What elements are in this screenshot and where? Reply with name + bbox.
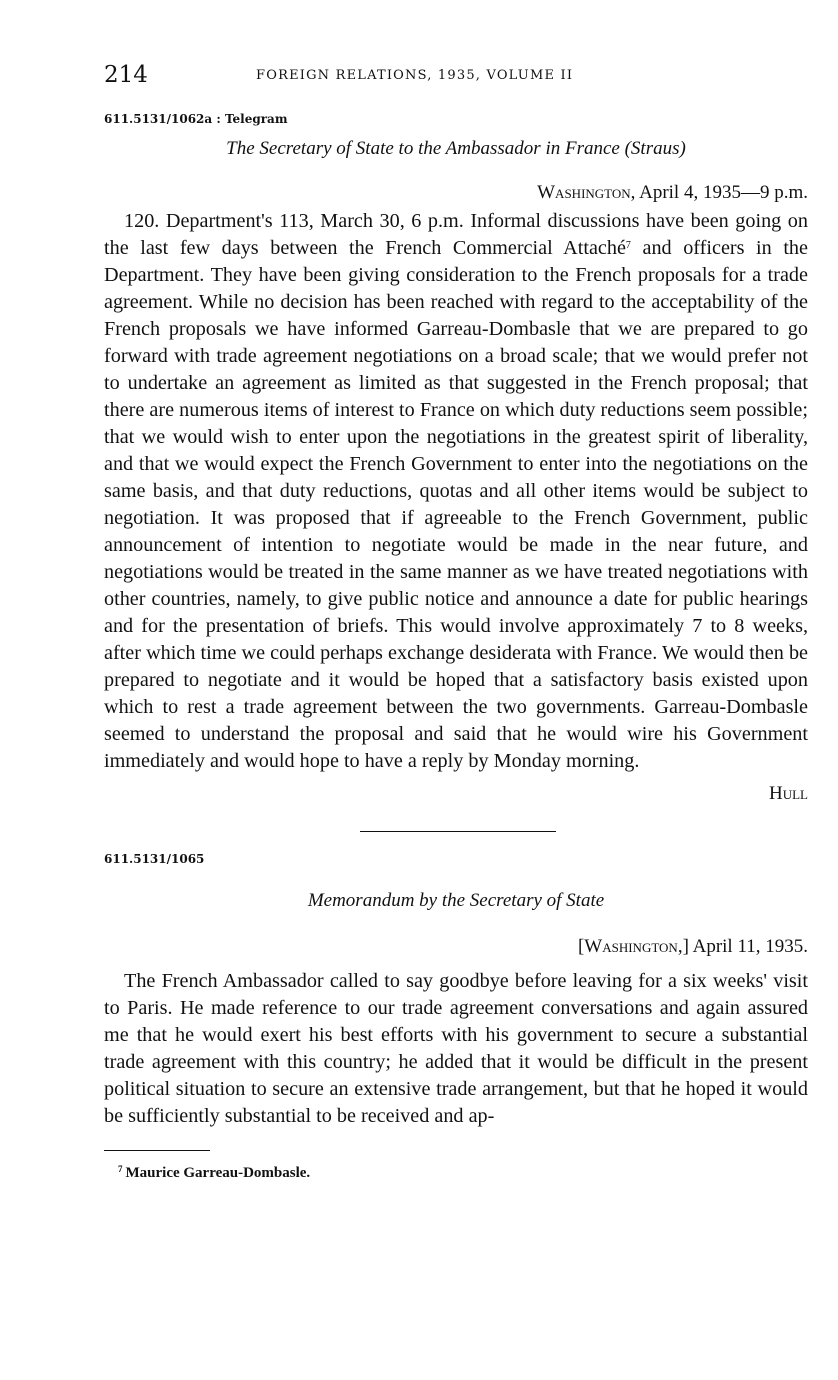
dateline bbox=[104, 936, 808, 962]
document-page bbox=[104, 60, 808, 1182]
dateline-place: Washington bbox=[584, 936, 678, 957]
file-reference: 611.5131/1065 bbox=[104, 852, 205, 866]
document-title: The Secretary of State to the Ambassador in France (Straus) bbox=[226, 138, 686, 159]
document-title: Memorandum by the Secretary of State bbox=[307, 890, 605, 911]
running-head: FOREIGN RELATIONS, 1935, VOLUME II bbox=[256, 68, 574, 83]
footnote-marker: 7 bbox=[118, 1164, 123, 1174]
dateline-date: , April 4, 1935—9 p.m. bbox=[630, 182, 808, 203]
dateline-place: Washington bbox=[537, 182, 631, 203]
section-divider bbox=[360, 831, 556, 832]
dateline-bracket: [ bbox=[577, 936, 585, 957]
signature: Hull bbox=[769, 783, 808, 804]
dateline-date: ,] April 11, 1935. bbox=[677, 936, 808, 957]
telegram-body-part-1: 120. Department's 113, March 30, 6 p.m. Informal discussions have been going on the last few days between the French Commercial Attaché bbox=[104, 210, 808, 259]
footnote bbox=[104, 1165, 808, 1182]
telegram-body bbox=[104, 208, 808, 775]
footnote-reference: 7 bbox=[625, 240, 631, 251]
dateline bbox=[104, 182, 808, 208]
telegram-body-part-2: and officers in the Department. They have been giving consideration to the French proposals for a trade agreement. While no decision has been reached with regard to the acceptability of the French proposals we have informed Garreau-Dombasle that we are prepared to go forward with trade agreement negotiations on a broad scale; that we would prefer not to undertake an agreement as limited as that suggested in the French proposal; that there are numerous items of interest to France on which duty reductions seem possible; that we would wish to enter upon the negotiations in the greatest spirit of liberality, and that we would expect the French Government to enter into the negotiations on the same basis, and that duty reductions, quotas and all other items would be subject to negotiation. It was proposed that if agreeable to the French Government, public announcement of intention to negotiate would be made in the near future, and negotiations would be treated in the same manner as we have treated negotiations with other countries, namely, to give public notice and announce a date for public hearings and for the presentation of briefs. This would involve approximately 7 to 8 weeks, after which time we could perhaps exchange desiderata with France. We would then be prepared to negotiate and it would be hoped that a satisfactory basis existed upon which to rest a trade agreement between the two governments. Garreau-Dombasle seemed to understand the proposal and said that he would wire his Government immediately and would hope to have a reply by Monday morning. bbox=[104, 237, 808, 772]
file-reference: 611.5131/1062a : Telegram bbox=[104, 112, 288, 126]
footnote-rule bbox=[104, 1150, 210, 1151]
page-header bbox=[104, 60, 808, 96]
footnote-text: Maurice Garreau-Dombasle. bbox=[125, 1165, 311, 1181]
page-number: 214 bbox=[104, 62, 148, 88]
memorandum-body: The French Ambassador called to say goodbye before leaving for a six weeks' visit to Paris. He made reference to our trade agreement conversations and again assured me that he would exert his best efforts with his government to secure a substantial trade agreement with this country; he added that it would be difficult in the present political situation to secure an extensive trade arrangement, but that he hoped it would be sufficiently substantial to be received and ap- bbox=[104, 970, 808, 1127]
